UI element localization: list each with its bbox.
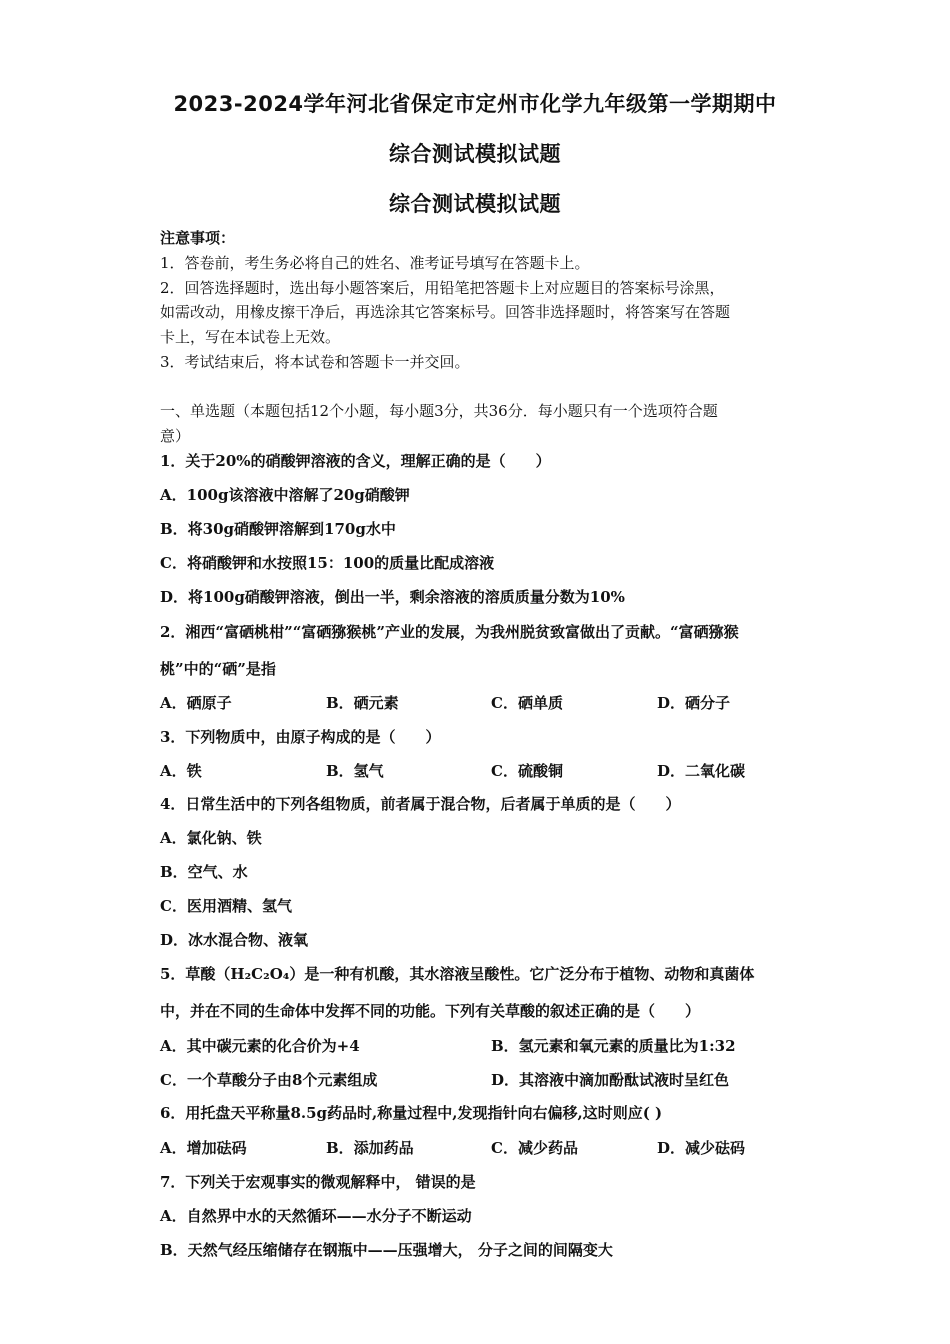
question-4-option-c: C．医用酒精、氢气 (160, 897, 292, 915)
question-3-option-b: B．氢气 (326, 762, 384, 780)
question-3-stem: 3．下列物质中，由原子构成的是（ ） (160, 728, 441, 746)
question-5-stem-line1: 5．草酸（H₂C₂O₄）是一种有机酸，其水溶液呈酸性。它广泛分布于植物、动物和真菌体 (160, 965, 755, 983)
exam-title-line3: 综合测试模拟试题 (389, 192, 561, 216)
section-heading-line2: 意） (160, 427, 191, 445)
section-heading-line1: 一、单选题（本题包括12个小题，每小题3分，共36分．每小题只有一个选项符合题 (160, 402, 718, 420)
question-1-option-a: A．100g该溶液中溶解了20g硝酸钾 (160, 486, 410, 504)
question-6-option-a: A．增加砝码 (160, 1139, 247, 1157)
question-1-option-c: C．将硝酸钾和水按照15：100的质量比配成溶液 (160, 554, 495, 572)
question-3-option-d: D．二氧化碳 (657, 762, 746, 780)
question-2-option-d: D．硒分子 (657, 694, 731, 712)
question-1-option-d: D．将100g硝酸钾溶液，倒出一半，剩余溶液的溶质质量分数为10% (160, 588, 625, 606)
notice-item-1: 1．答卷前，考生务必将自己的姓名、准考证号填写在答题卡上。 (160, 254, 590, 272)
question-3-option-c: C．硫酸铜 (491, 762, 563, 780)
question-2-stem-line1: 2．湘西“富硒桃柑”“富硒猕猴桃”产业的发展，为我州脱贫致富做出了贡献。“富硒猕猴 (160, 623, 739, 641)
question-2-stem-line2: 桃”中的“硒”是指 (160, 660, 276, 678)
question-7-option-b: B．天然气经压缩储存在钢瓶中——压强增大， 分子之间的间隔变大 (160, 1241, 613, 1259)
question-7-stem: 7．下列关于宏观事实的微观解释中， 错误的是 (160, 1173, 476, 1191)
question-5-option-b: B．氢元素和氧元素的质量比为1:32 (491, 1037, 736, 1055)
question-5-option-a: A．其中碳元素的化合价为+4 (160, 1037, 360, 1055)
question-7-option-a: A．自然界中水的天然循环——水分子不断运动 (160, 1207, 472, 1225)
question-4-option-d: D．冰水混合物、液氧 (160, 931, 309, 949)
question-5-option-d: D．其溶液中滴加酚酞试液时呈红色 (491, 1071, 730, 1089)
question-3-option-a: A．铁 (160, 762, 202, 780)
exam-title-line2: 综合测试模拟试题 (389, 142, 561, 166)
question-6-stem: 6．用托盘天平称量8.5g药品时,称量过程中,发现指针向右偏移,这时则应( ) (160, 1104, 663, 1122)
question-6-option-c: C．减少药品 (491, 1139, 578, 1157)
notice-item-2: 2．回答选择题时，选出每小题答案后，用铅笔把答题卡上对应题目的答案标号涂黑， (160, 279, 725, 297)
question-6-option-b: B．添加药品 (326, 1139, 414, 1157)
notice-heading: 注意事项： (160, 229, 236, 247)
question-2-option-a: A．硒原子 (160, 694, 232, 712)
notice-item-2-cont: 如需改动，用橡皮擦干净后，再选涂其它答案标号。回答非选择题时，将答案写在答题 (160, 303, 731, 321)
question-6-option-d: D．减少砝码 (657, 1139, 746, 1157)
notice-item-3: 3．考试结束后，将本试卷和答题卡一并交回。 (160, 353, 470, 371)
exam-title-line1: 2023-2024学年河北省保定市定州市化学九年级第一学期期中 (173, 92, 777, 116)
question-5-stem-line2: 中，并在不同的生命体中发挥不同的功能。下列有关草酸的叙述正确的是（ ） (160, 1002, 701, 1020)
question-4-option-a: A．氯化钠、铁 (160, 829, 262, 847)
question-5-option-c: C．一个草酸分子由8个元素组成 (160, 1071, 378, 1089)
question-1-option-b: B．将30g硝酸钾溶解到170g水中 (160, 520, 396, 538)
question-1-stem: 1．关于20%的硝酸钾溶液的含义，理解正确的是（ ） (160, 452, 551, 470)
question-4-option-b: B．空气、水 (160, 863, 248, 881)
question-4-stem: 4．日常生活中的下列各组物质，前者属于混合物，后者属于单质的是（ ） (160, 795, 681, 813)
question-2-option-c: C．硒单质 (491, 694, 563, 712)
notice-item-2-cont2: 卡上，写在本试卷上无效。 (160, 328, 341, 346)
question-2-option-b: B．硒元素 (326, 694, 399, 712)
